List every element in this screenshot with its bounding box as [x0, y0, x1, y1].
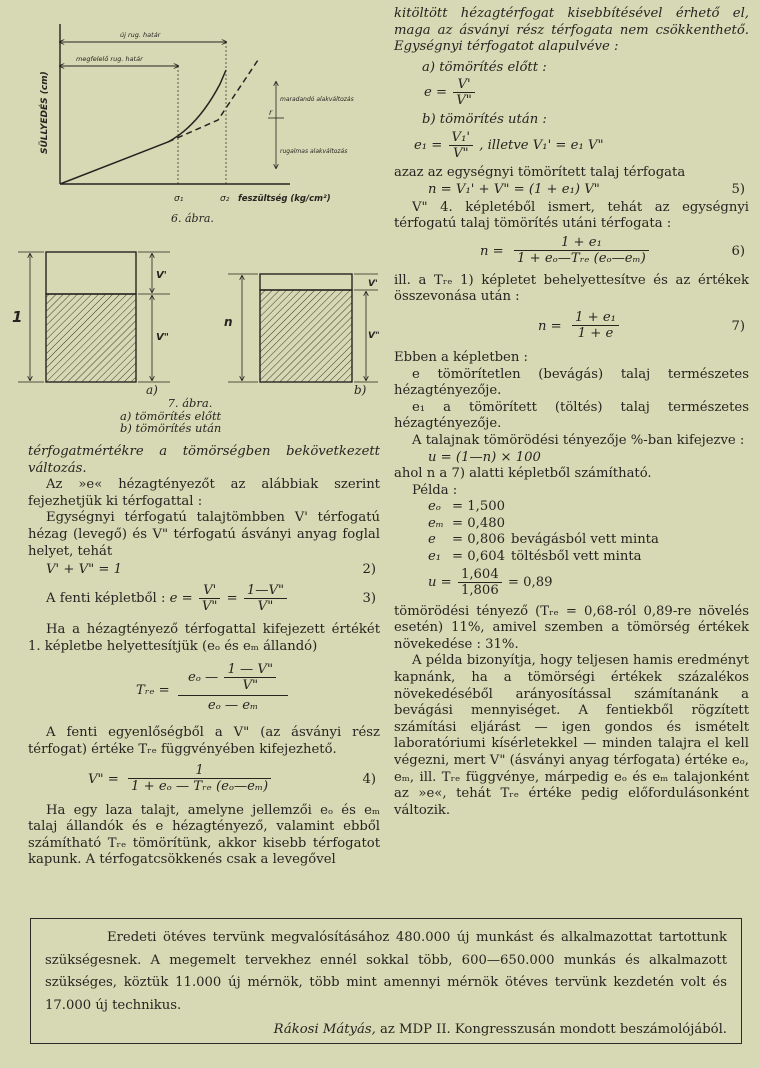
fig7b-vdouble: V" — [368, 331, 380, 341]
quote-author: Rákosi Mátyás, — [273, 1022, 376, 1038]
right-p-ill: ill. a Tᵣₑ 1) képletet behelyettesítve és az értékek összevonása után : — [394, 272, 749, 305]
fig7b-side-label: n — [224, 315, 233, 329]
fig7a-vprime: V' — [156, 270, 167, 281]
curve-dashed — [168, 60, 258, 142]
eq7-line — [394, 310, 749, 344]
eq3-num2: 1—V" — [244, 583, 287, 599]
fig7a-vdouble: V" — [156, 332, 169, 343]
eq2-number: 2) — [362, 562, 376, 578]
quote-attribution — [45, 1019, 727, 1042]
eq3-line: A fenti képletből : e = $\frac{V'}{V"}$ = $\frac{1—V"}{V"}$ 3) — [46, 583, 376, 615]
ex-u-result: = 0,89 — [507, 574, 553, 590]
example-row — [394, 516, 749, 533]
eq2-line — [28, 562, 380, 580]
eq3-den2: V" — [257, 599, 274, 615]
left-column — [28, 444, 380, 869]
left-p-above: A fenti egyenlőségből a V" (az ásványi rész térfogat) értéke Tᵣₑ függvényében kifejezhető. — [28, 725, 380, 757]
def-e: e tömörítetlen (bevágás) talaj természetes hézagtényezője. — [394, 366, 749, 399]
right-b-label: b) tömörítés után : — [422, 112, 547, 128]
x-axis-label: feszültség (kg/cm²) — [238, 194, 331, 204]
eq7-number: 7) — [731, 318, 745, 334]
eq6-lhs: n = — [480, 243, 504, 259]
right-p-v4: V" 4. képletéből ismert, tehát az egységnyi térfogatú talaj tömörítés utáni térfogata : — [394, 199, 749, 232]
example-row — [394, 549, 749, 566]
example-symbol: e₁ — [428, 549, 442, 565]
fig7-caption-a: a) tömörítés előtt — [120, 408, 222, 423]
example-symbol: eₒ — [428, 499, 441, 515]
ex-u-lhs: u = — [428, 574, 452, 590]
example-label: Példa : — [412, 482, 458, 498]
quote-source: az MDP II. Kongresszusán mondott beszámolójából. — [375, 1022, 727, 1038]
sigma2-label: σ₂ — [220, 194, 230, 204]
example-values — [394, 499, 749, 565]
eq6-den: 1 + eₒ—Tᵣₑ (eₒ—eₘ) — [517, 250, 646, 266]
right-p-formula: Ebben a képletben : — [394, 349, 528, 365]
eqa-den: V" — [456, 93, 472, 109]
ex-u-num: 1,604 — [458, 567, 502, 583]
eq5-line — [394, 182, 749, 200]
eqb-line — [394, 129, 749, 163]
eq-tre-lhs: Tᵣₑ = — [136, 683, 170, 699]
fig7-sub-a: a) — [146, 383, 158, 397]
def-e1: e₁ a tömörített (töltés) talaj természetes hézagtényezője. — [394, 399, 749, 432]
r-mark: r — [269, 108, 273, 117]
eq6-num: 1 + e₁ — [514, 235, 649, 251]
fig7-caption-b: b) tömörítés után — [120, 421, 222, 435]
example-value: = 0,604 — [452, 549, 505, 565]
eq3-lhs: e = — [169, 591, 193, 607]
example-symbol: e — [428, 532, 436, 548]
example-value: = 0,480 — [452, 515, 505, 531]
left-p-loose: Ha egy laza talajt, amelyne jellemzői eₒ és eₘ talaj állandók és e hézagtényező, valamint ebből számítható Tᵣₑ tömörítünk, akkor kisebb térfogatot kapunk. A térfogatcsökkenés csak a levegővel — [28, 802, 380, 868]
example-value: = 1,500 — [452, 499, 505, 515]
left-p-subst: Ha a hézagtényező térfogattal kifejezett értékét 1. képletbe helyettesítjük (eₒ és eₘ állandó) — [28, 622, 380, 654]
left-p-unit: Egységnyi térfogatú talajtömbben V' térfogatú hézag (levegő) és V" térfogatú ásványi anyag foglal helyet, tehát — [28, 510, 380, 559]
limit-new-label: új rug. határ — [120, 31, 161, 39]
curve-solid — [60, 70, 226, 184]
figure-6 — [28, 6, 380, 226]
example-symbol: eₘ — [428, 515, 444, 531]
right-p-cont: kitöltött hézagtérfogat kisebbítésével érhető el, maga az ásványi rész térfogata nem csökkenthető. Egységnyi térfogatot alapulvéve : — [394, 6, 749, 55]
eq7-lhs: n = — [538, 318, 562, 334]
eq5: n = V₁' + V" = (1 + e₁) V" — [428, 181, 600, 197]
eqb-rest: , illetve V₁' = e₁ V" — [479, 137, 604, 153]
figure-7 — [8, 236, 380, 386]
right-p-example: A példa bizonyítja, hogy teljesen hamis eredményt kapnánk, ha a tömörségi értékek százalékos növekedéséből arányosítással számítanánk a bevágási mennyiséget. A fentiekből rögzített számítási eljárást — igen gondos és ismételt laboratóriumi kísérletekkel — minden talajra el kell végezni, mert V" (ásványi anyag térfogata) értéke eₒ, eₘ, ill. Tᵣₑ függvénye, márpedig eₒ és eₘ talajonként az »e«, tehát Tᵣₑ értéke pedig előfordulásonként változik. — [394, 653, 749, 818]
eq2: V' + V" = 1 — [46, 562, 122, 578]
y-axis-label: SÜLLYEDÉS (cm) — [40, 71, 50, 154]
eqa-lhs: e = — [424, 85, 448, 101]
right-a-label: a) tömörítés előtt : — [422, 59, 547, 75]
eq4-number: 4) — [362, 771, 376, 787]
limit-old-label: megfelelő rug. határ — [76, 55, 143, 63]
eq-tre-top: eₒ — — [187, 670, 219, 686]
eqb-den: V" — [452, 145, 469, 161]
eq7-num: 1 + e₁ — [572, 310, 619, 326]
eq4-lhs: V" = — [88, 771, 119, 787]
eq-tre-bottom: eₒ — eₘ — [207, 698, 259, 714]
left-p-e: Az »e« hézagtényezőt az alábbiak szerint fejezhetjük ki térfogattal : — [28, 477, 380, 509]
right-p-unitvol: azaz az egységnyi tömörített talaj térfogata — [394, 164, 686, 180]
right-p-factor: A talajnak tömörödési tényezője %-ban kifejezve : — [412, 432, 745, 448]
eq6-line — [394, 235, 749, 269]
eq7-den: 1 + e — [577, 325, 614, 341]
eq5-number: 5) — [731, 181, 745, 197]
eqb-lhs: e₁ = — [414, 137, 443, 153]
example-value: = 0,806 — [452, 532, 505, 548]
annotation-top: maradandó alakváltozás — [280, 96, 354, 103]
eqa-line — [394, 76, 749, 110]
figure-7-caption — [120, 397, 260, 435]
right-column — [394, 6, 749, 819]
figure-6-caption: 6. ábra. — [171, 212, 214, 225]
annotation-bottom: rugalmas alakváltozás — [280, 148, 348, 155]
eq3-number: 3) — [362, 591, 376, 607]
eq-tre-inner-num: 1 — V" — [224, 662, 276, 678]
eq6-number: 6) — [731, 243, 745, 259]
left-p-from: A fenti képletből : — [46, 591, 166, 607]
example-note: töltésből vett minta — [511, 549, 642, 565]
left-p-end: térfogatmértékre a tömörségben bekövetkezett változás. — [28, 444, 380, 476]
eq3-den1: V" — [201, 599, 218, 615]
eq4-num: 1 — [128, 763, 271, 779]
eq-tre — [28, 661, 380, 723]
example-row — [394, 532, 749, 549]
eq4-den: 1 + eₒ — Tᵣₑ (eₒ—eₘ) — [131, 778, 269, 794]
eq4-line — [28, 763, 380, 797]
eq-u: u = (1—n) × 100 — [428, 449, 541, 465]
example-note: bevágásból vett minta — [511, 532, 659, 548]
fig7-sub-b: b) — [354, 383, 367, 397]
quote-box — [30, 918, 742, 1044]
ex-u-den: 1,806 — [460, 582, 499, 598]
eq-tre-inner-den: V" — [242, 678, 259, 694]
sigma1-label: σ₁ — [174, 194, 184, 204]
eqb-num: V₁' — [449, 130, 473, 146]
eq3-num1: V' — [199, 583, 221, 599]
right-p-where: ahol n a 7) alatti képletből számítható. — [394, 466, 652, 482]
eqa-num: V' — [453, 77, 475, 93]
right-p-result: tömörödési tényező (Tᵣₑ = 0,68-ról 0,89-re növelés esetén) 11%, amivel szemben a tömörség értékek növekedése : 31%. — [394, 603, 749, 652]
fig7b-vprime: V' — [368, 279, 378, 289]
ex-u-line — [394, 566, 749, 600]
quote-text: Eredeti ötéves tervünk megvalósításához 480.000 új munkást és alkalmazottat tartottunk szükségesnek. A megemelt tervekhez ennél sokkal több, 600—650.000 munkás és alkalmazott szükséges, köztük 11.000 új mérnök, több mint amennyi mérnök ötéves tervünk kezdetén volt és 17.000 új technikus. — [45, 930, 727, 1013]
fig7-caption-title: 7. ábra. — [167, 396, 213, 410]
fig7a-side-label: 1 — [12, 308, 23, 326]
example-row — [394, 499, 749, 516]
